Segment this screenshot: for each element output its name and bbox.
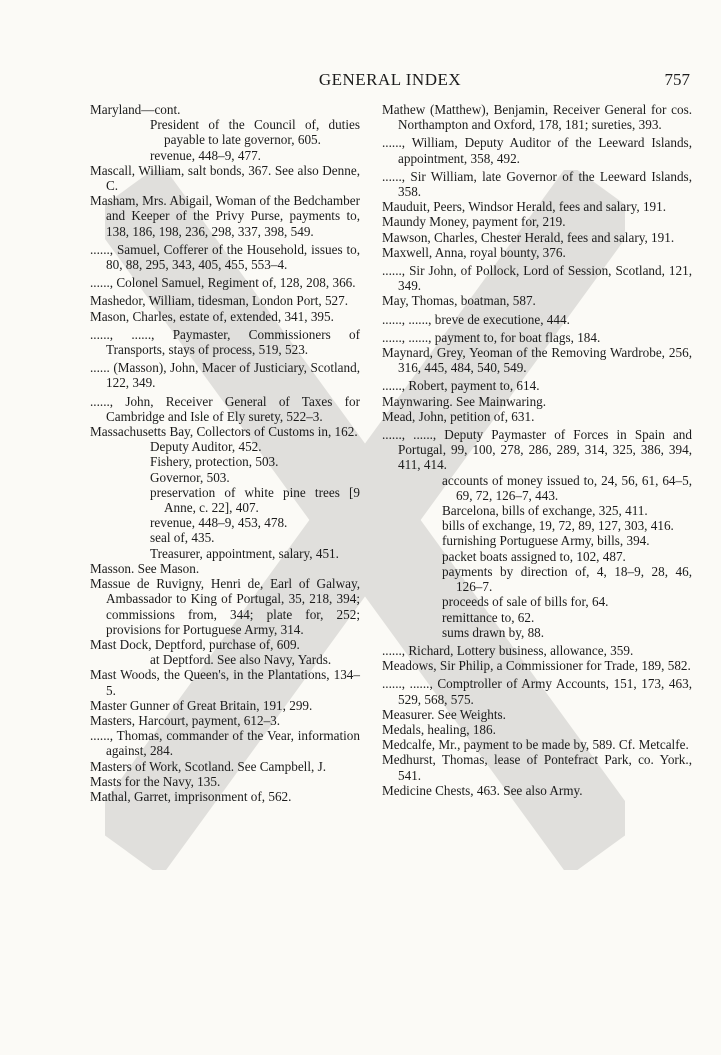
index-entry: Mast Woods, the Queen's, in the Plantations, 134–5.	[90, 667, 360, 698]
index-entry: Mason, Charles, estate of, extended, 341, 395.	[90, 308, 334, 324]
index-entry: Masson. See Mason.	[90, 560, 200, 576]
index-entry: ......, Richard, Lottery business, allowance, 359.	[382, 642, 634, 658]
index-subentry: bills of exchange, 19, 72, 89, 127, 303, 416.	[442, 518, 674, 534]
index-entry: Maxwell, Anna, royal bounty, 376.	[382, 244, 566, 260]
index-subentry: Deputy Auditor, 452.	[150, 439, 262, 455]
index-entry: ......, Colonel Samuel, Regiment of, 128, 208, 366.	[90, 275, 356, 291]
index-subentry: seal of, 435.	[150, 530, 215, 546]
index-subentry: revenue, 448–9, 477.	[150, 147, 261, 163]
index-entry: Massachusetts Bay, Collectors of Customs in, 162.	[90, 424, 358, 440]
index-entry: Mashedor, William, tidesman, London Port, 527.	[90, 293, 349, 309]
index-subentry: accounts of money issued to, 24, 56, 61, 64–5, 69, 72, 126–7, 443.	[442, 472, 692, 503]
index-entry: Mawson, Charles, Chester Herald, fees and salary, 191.	[382, 229, 675, 245]
index-entry: Mead, John, petition of, 631.	[382, 408, 535, 424]
index-subentry: payments by direction of, 4, 18–9, 28, 46, 126–7.	[442, 563, 692, 595]
index-entry: Mast Dock, Deptford, purchase of, 609.	[90, 636, 300, 652]
index-entry: Mathew (Matthew), Benjamin, Receiver General for cos. Northampton and Oxford, 178, 181; sureties, 393.	[382, 102, 692, 133]
index-entry: Masts for the Navy, 135.	[90, 773, 221, 789]
index-entry: ......, ......, Deputy Paymaster of Forces in Spain and Portugal, 99, 100, 278, 286, 289, 314, 325, 386, 394, 411, 414.	[382, 427, 692, 473]
index-entry: ......, ......, payment to, for boat flags, 184.	[382, 329, 601, 345]
index-subentry: furnishing Portuguese Army, bills, 394.	[442, 533, 650, 549]
index-subentry: Barcelona, bills of exchange, 325, 411.	[442, 503, 648, 519]
index-entry: Medcalfe, Mr., payment to be made by, 589. Cf. Metcalfe.	[382, 737, 689, 753]
index-entry: Mauduit, Peers, Windsor Herald, fees and salary, 191.	[382, 199, 667, 215]
index-entry: ......, Thomas, commander of the Vear, information against, 284.	[90, 728, 360, 759]
index-entry: Maryland—cont.	[90, 102, 181, 117]
index-entry: Medals, healing, 186.	[382, 721, 496, 737]
index-entry: Mascall, William, salt bonds, 367. See also Denne, C.	[90, 162, 360, 194]
index-entry: ......, William, Deputy Auditor of the Leeward Islands, appointment, 358, 492.	[382, 135, 692, 166]
index-entry: Medicine Chests, 463. See also Army.	[382, 782, 583, 798]
index-entry: Maynard, Grey, Yeoman of the Removing Wardrobe, 256, 316, 445, 484, 540, 549.	[382, 345, 692, 376]
index-entry: ...... (Masson), John, Macer of Justiciary, Scotland, 122, 349.	[90, 360, 360, 391]
index-entry: Maynwaring. See Mainwaring.	[382, 393, 547, 409]
index-entry: ......, Robert, payment to, 614.	[382, 378, 540, 394]
index-entry: Masham, Mrs. Abigail, Woman of the Bedchamber and Keeper of the Privy Purse, payments to, 138, 186, 198, 236, 298, 337, 398, 549.	[90, 193, 360, 239]
index-column-left	[90, 102, 360, 804]
index-entry: ......, Sir William, late Governor of the Leeward Islands, 358.	[382, 168, 692, 200]
index-entry: Maundy Money, payment for, 219.	[382, 214, 566, 230]
index-subentry: sums drawn by, 88.	[442, 624, 545, 640]
index-subentry: President of the Council of, duties payable to late governor, 605.	[150, 117, 360, 148]
index-subentry: proceeds of sale of bills for, 64.	[442, 594, 609, 610]
page-number: 757	[664, 70, 690, 89]
page-header	[90, 70, 690, 92]
index-entry: ......, ......, breve de executione, 444.	[382, 311, 570, 327]
index-entry: May, Thomas, boatman, 587.	[382, 293, 536, 309]
index-entry: ......, ......, Comptroller of Army Accounts, 151, 173, 463, 529, 568, 575.	[382, 676, 692, 707]
index-subentry: remittance to, 62.	[442, 609, 535, 625]
index-entry: Medhurst, Thomas, lease of Pontefract Park, co. York., 541.	[382, 752, 692, 783]
index-entry: Mathal, Garret, imprisonment of, 562.	[90, 788, 292, 804]
index-subentry: preservation of white pine trees [9 Anne, c. 22], 407.	[150, 484, 360, 516]
index-subentry: packet boats assigned to, 102, 487.	[442, 548, 626, 564]
index-entry: Massue de Ruvigny, Henri de, Earl of Galway, Ambassador to King of Portugal, 35, 218, 394; commissions from, 344; plate for, 252; provisions for Portuguese Army, 314.	[90, 576, 360, 637]
index-entry: Measurer. See Weights.	[382, 706, 506, 722]
index-subentry: revenue, 448–9, 453, 478.	[150, 515, 288, 531]
index-entry: ......, Samuel, Cofferer of the Household, issues to, 80, 88, 295, 343, 405, 455, 553–4.	[90, 241, 360, 273]
index-subentry: Treasurer, appointment, salary, 451.	[150, 545, 339, 561]
index-entry: Masters, Harcourt, payment, 612–3.	[90, 712, 281, 728]
index-entry: ......, ......, Paymaster, Commissioners of Transports, stays of process, 519, 523.	[90, 326, 360, 358]
index-column-right	[382, 102, 692, 798]
index-entry: Meadows, Sir Philip, a Commissioner for Trade, 189, 582.	[382, 658, 691, 674]
index-entry: Masters of Work, Scotland. See Campbell, J.	[90, 758, 327, 774]
index-entry: ......, Sir John, of Pollock, Lord of Session, Scotland, 121, 349.	[382, 263, 692, 294]
index-subentry: Fishery, protection, 503.	[150, 454, 279, 470]
index-subentry: at Deptford. See also Navy, Yards.	[150, 652, 332, 668]
index-entry: ......, John, Receiver General of Taxes for Cambridge and Isle of Ely surety, 522–3.	[90, 393, 360, 424]
index-subentry: Governor, 503.	[150, 469, 230, 485]
running-title: GENERAL INDEX	[318, 70, 462, 89]
index-entry: Master Gunner of Great Britain, 191, 299.	[90, 697, 313, 713]
